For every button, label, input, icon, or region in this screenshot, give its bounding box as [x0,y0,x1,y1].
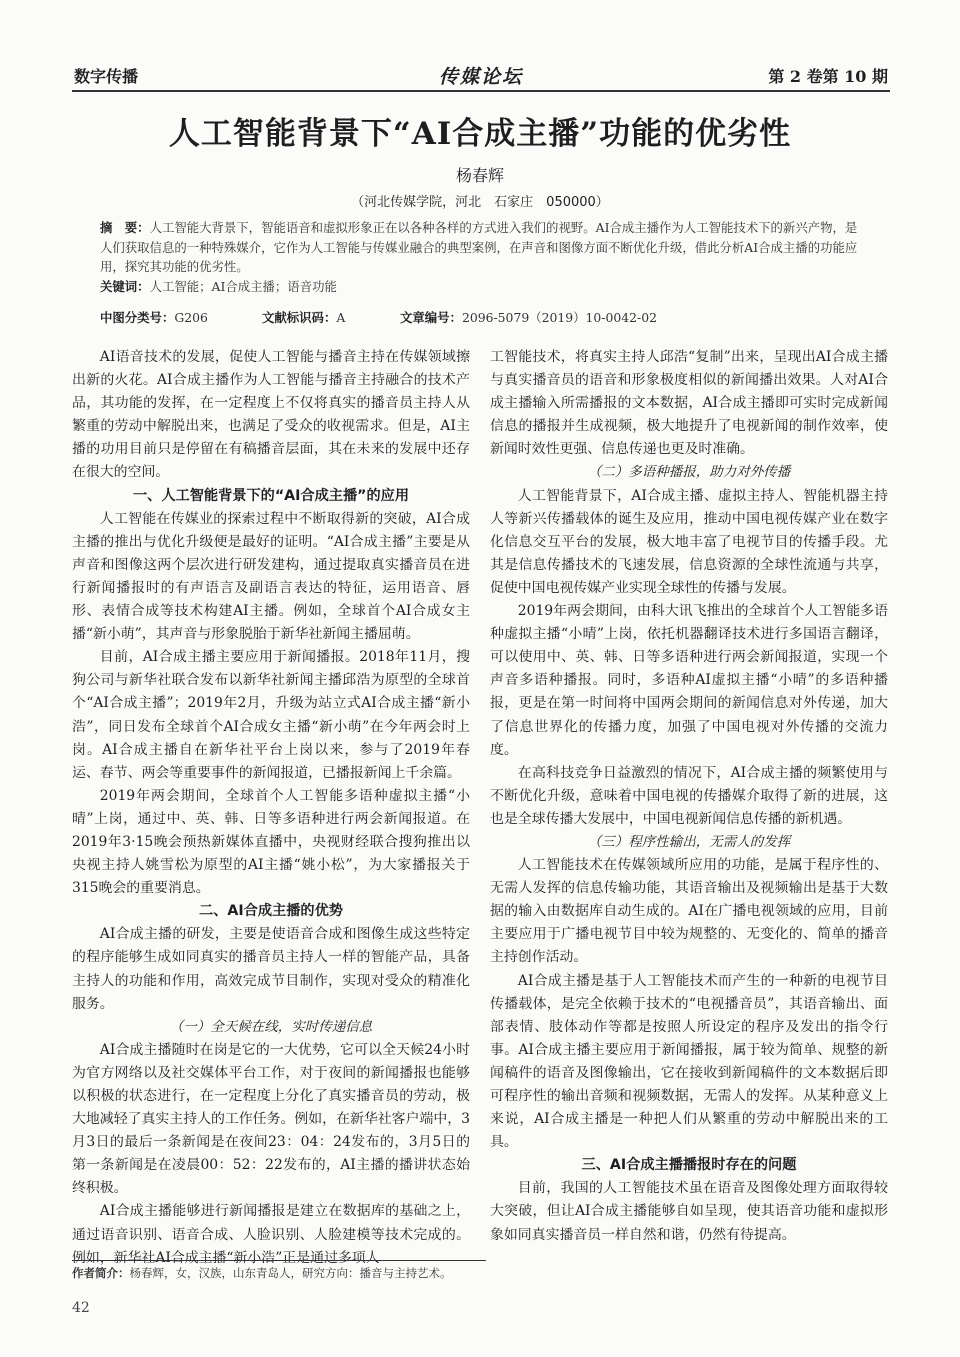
keywords-text: 人工智能；AI合成主播；语音功能 [149,278,337,294]
art-label: 文章编号： [400,310,462,325]
paragraph: 人工智能背景下，AI合成主播、虚拟主持人、智能机器主持人等新兴传播载体的诞生及应用，推动中国电视传媒产业在数字化信息交互平台的发展，极大地丰富了电视节目的传播手段。尤其是信息传播技术的飞速发展，信息资源的全球性流通与共享，促使中国电视传媒产业实现全球性的传播与发展。 [490,487,888,596]
clc-label: 中图分类号： [100,310,175,325]
doc-value: A [336,310,346,325]
volume-issue: 第 2 卷第 10 期 [768,67,888,86]
abstract-block [100,218,858,296]
author-bio-footnote [72,1265,492,1281]
keywords-label: 关键词： [100,278,150,294]
paragraph: 工智能技术，将真实主持人邱浩“复制”出来，呈现出AI合成主播与真实播音员的语音和形象极度相似的新闻播出效果。人对AI合成主播输入所需播报的文本数据，AI合成主播即可实时完成新闻信息的播报并生成视频，极大地提升了电视新闻的制作效率，使新闻时效性更强、信息传递也更及时准确。 [490,349,888,458]
paragraph: 2019年两会期间，全球首个人工智能多语种虚拟主播“小晴”上岗，通过中、英、韩、日等多语种进行两会新闻报道。在2019年3·15晚会预热新媒体直播中，央视财经联合搜狗推出以央视主持人姚雪松为原型的AI主播“姚小松”，为大家播报关于315晚会的重要消息。 [72,787,470,897]
paragraph: 2019年两会期间，由科大讯飞推出的全球首个人工智能多语种虚拟主播“小晴”上岗，依托机器翻译技术进行多国语言翻译，可以使用中、英、韩、日等多语种进行两会新闻报道，实现一个声音多语种播报。同时，多语种AI虚拟主播“小晴”的多语种播报，更是在第一时间将中国两会期间的新闻信息对外传递，加大了信息世界化的传播力度，加强了中国电视对外传播的交流力度。 [490,603,888,758]
paragraph: AI语音技术的发展，促使人工智能与播音主持在传媒领域擦出新的火花。AI合成主播作为人工智能与播音主持融合的技术产品，其功能的发挥，在一定程度上不仅将真实的播音员主持人从繁重的劳动中解脱出来，也满足了受众的收视需求。但是，AI主播的功用目前只是停留在有稿播音层面，其在未来的发展中还存在很大的空间。 [72,349,470,481]
keywords [100,277,858,297]
subsection-heading: （一）全天候在线，实时传递信息 [169,1018,373,1035]
abstract-text: 人工智能大背景下，智能语音和虚拟形象正在以各种各样的方式进入我们的视野。AI合成主播作为人工智能技术下的新兴产物，是人们获取信息的一种特殊媒介，它作为人工智能与传媒业融合的典型案例，在声音和图像方面不断优化升级，借此分析AI合成主播的功能应用，探究其功能的优劣性。 [100,220,858,275]
paragraph: AI合成主播的研发，主要是使语音合成和图像生成这些特定的程序能够生成如同真实的播音员主持人一样的智能产品，具备主持人的功能和作用，高效完成节目制作，实现对受众的精准化服务。 [72,926,470,1012]
article-meta [100,308,860,328]
paragraph: 目前，AI合成主播主要应用于新闻播报。2018年11月，搜狗公司与新华社联合发布以新华社新闻主播邱浩为原型的全球首个“AI合成主播”；2019年2月，升级为站立式AI合成主播“新小浩”，同日发布全球首个AI合成女主播“新小萌”在今年两会时上岗。AI合成主播自在新华社平台上岗以来，参与了2019年春运、春节、两会等重要事件的新闻报道，已播报新闻上千余篇。 [72,649,470,781]
footnote-text: 杨春辉，女，汉族，山东青岛人，研究方向：播音与主持艺术。 [129,1266,452,1280]
article-title: 人工智能背景下“AI合成主播”功能的优劣性 [168,116,792,152]
author-name: 杨春辉 [455,166,504,185]
section-heading: 二、AI合成主播的优势 [199,903,343,920]
paragraph: AI合成主播随时在岗是它的一大优势，它可以全天候24小时为官方网络以及社交媒体平台工作，对于夜间的新闻播报也能够以积极的状态进行，在一定程度上分化了真实播音员的劳动，极大地减轻了真实主持人的工作任务。例如，在新华社客户端中，3月3日的最后一条新闻是在夜间23：04：24发布的，3月5日的第一条新闻是在凌晨00：52：22发布的，AI主播的播讲状态始终积极。 [72,1041,470,1197]
paragraph: 目前，我国的人工智能技术虽在语音及图像处理方面取得较大突破，但让AI合成主播能够自如呈现，使其语音功能和虚拟形象如同真实播音员一样自然和谐，仍然有待提高。 [490,1180,888,1243]
right-column [490,346,888,1247]
left-column [72,346,470,1270]
abstract [100,218,858,277]
page-number: 42 [72,1300,90,1316]
footnote-divider [72,1260,486,1261]
paragraph: AI合成主播是基于人工智能技术而产生的一种新的电视节目传播载体，是完全依赖于技术的“电视播音员”，其语音输出、面部表情、肢体动作等都是按照人所设定的程序及发出的指令行事。AI合成主播主要应用于新闻播报，属于较为简单、规整的新闻稿件的语音及图像输出，它在接收到新闻稿件的文本数据后即可程序性的输出音频和视频数据，无需人的发挥。从某种意义上来说，AI合成主播是一种把人们从繁重的劳动中解脱出来的工具。 [490,972,888,1151]
section-heading: 三、AI合成主播播报时存在的问题 [581,1157,797,1174]
paragraph: 在高科技竞争日益激烈的情况下，AI合成主播的频繁使用与不断优化升级，意味着中国电视的传播媒介取得了新的进展，这也是全球传播大发展中，中国电视新闻信息传播的新机遇。 [490,764,888,827]
subsection-heading: （三）程序性输出，无需人的发挥 [587,833,791,850]
subsection-heading: （二）多语种播报，助力对外传播 [587,464,791,481]
abstract-label: 摘 要： [100,220,150,235]
paragraph: 人工智能在传媒业的探索过程中不断取得新的突破，AI合成主播的推出与优化升级便是最好的证明。“AI合成主播”主要是从声音和图像这两个层次进行研发建构，通过提取真实播音员在进行新闻播报时的有声语言及副语言表达的特征，运用语音、唇形、表情合成等技术构建AI主播。例如，全球首个AI合成女主播“新小萌”，其声音与形象脱胎于新华社新闻主播屈萌。 [72,510,470,643]
doc-code [262,308,345,326]
doc-label: 文献标识码： [262,310,337,325]
section-name: 数字传播 [74,67,139,86]
clc-value: G206 [174,310,208,325]
running-header [72,60,890,92]
footnote-label: 作者简介： [72,1266,130,1280]
paragraph: 人工智能技术在传媒领域所应用的功能，是属于程序性的、无需人发挥的信息传输功能，其语音输出及视频输出是基于大数据的输入由数据库自动生成的。AI在广播电视领域的应用，目前主要应用于广播电视节目中较为规整的、无变化的、简单的播音主持创作活动。 [490,857,888,966]
journal-name: 传媒论坛 [438,66,523,88]
article-number [400,308,657,326]
art-value: 2096-5079（2019）10-0042-02 [461,310,657,325]
paragraph: AI合成主播能够进行新闻播报是建立在数据库的基础之上，通过语音识别、语音合成、人脸识别、人脸建模等技术完成的。例如，新华社AI合成主播“新小浩”正是通过多项人 [72,1203,470,1266]
clc-number [100,308,208,326]
section-heading: 一、人工智能背景下的“AI合成主播”的应用 [132,487,410,504]
affiliation: （河北传媒学院，河北 石家庄 050000） [351,195,609,210]
